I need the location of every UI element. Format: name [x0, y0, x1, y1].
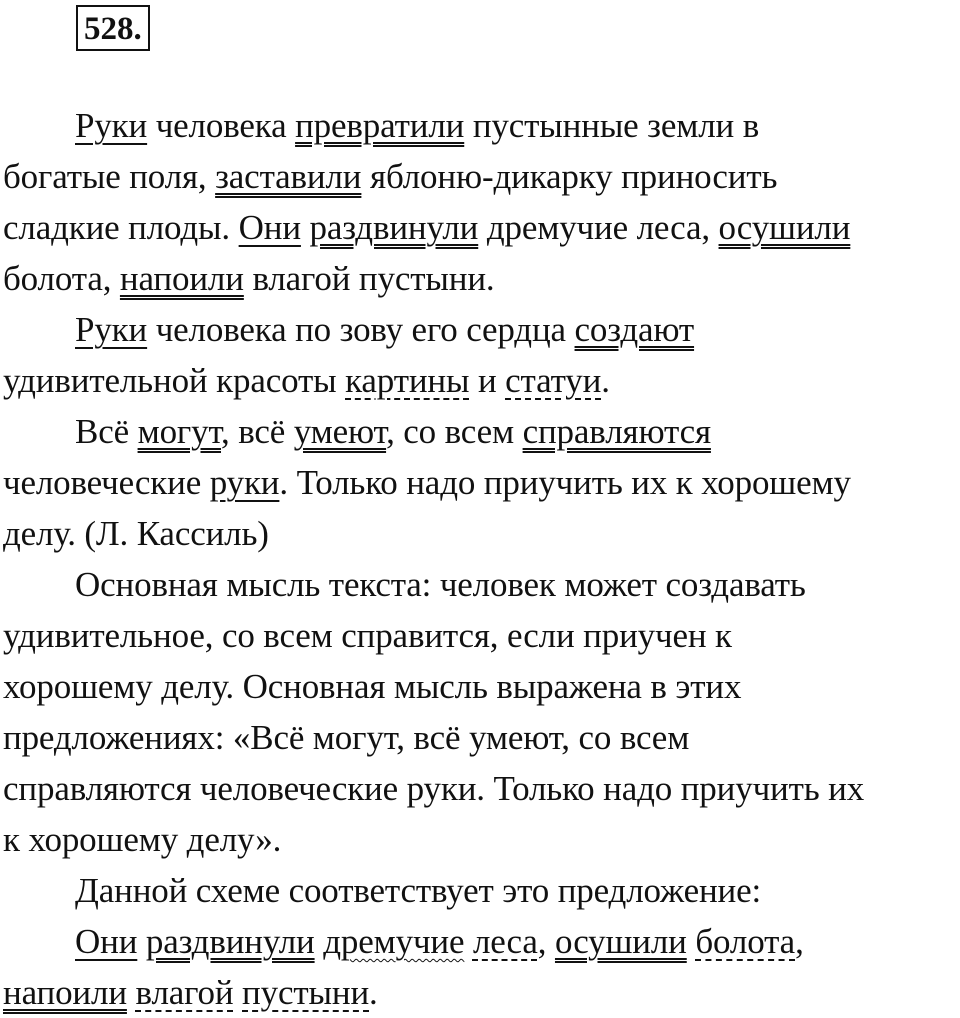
text-line	[3, 865, 958, 916]
text-line	[3, 559, 958, 610]
text-segment	[315, 922, 324, 961]
text-line	[3, 151, 958, 202]
text-segment: удивительное, со всем справится, если приучен к	[3, 616, 732, 655]
text-segment: Данной схеме соответствует это предложение:	[75, 871, 762, 910]
text-line	[3, 508, 958, 559]
text-line	[3, 406, 958, 457]
text-segment	[127, 973, 136, 1012]
text-segment: ,	[537, 922, 555, 961]
predicate-word: умеют	[293, 412, 387, 451]
text-segment: .	[601, 361, 610, 400]
text-line	[3, 610, 958, 661]
text-segment: хорошему делу. Основная мысль выражена в этих	[3, 667, 742, 706]
predicate-word: осушили	[554, 922, 687, 961]
text-line	[3, 967, 958, 1018]
subject-word: Руки	[75, 106, 148, 145]
predicate-word: раздвинули	[309, 208, 479, 247]
object-word: влагой	[135, 973, 234, 1012]
text-line	[3, 661, 958, 712]
text-segment: дремучие леса,	[478, 208, 719, 247]
object-word: болота	[695, 922, 796, 961]
text-line	[3, 712, 958, 763]
predicate-word: напоили	[3, 973, 127, 1012]
object-word: статуи	[505, 361, 602, 400]
text-segment: богатые поля,	[3, 157, 216, 196]
text-segment: Всё	[75, 412, 138, 451]
predicate-word: напоили	[119, 259, 244, 298]
text-segment	[464, 922, 473, 961]
text-segment: влагой пустыни.	[243, 259, 495, 298]
text-segment: Основная мысль текста: человек может создавать	[75, 565, 806, 604]
text-segment: к хорошему делу».	[3, 820, 282, 859]
text-line	[3, 253, 958, 304]
attribute-word: дремучие	[323, 922, 465, 961]
text-line	[3, 457, 958, 508]
text-segment: пустынные земли в	[464, 106, 760, 145]
text-segment: . Только надо приучить их к хорошему	[279, 463, 851, 502]
text-line	[3, 202, 958, 253]
text-segment: яблоню-дикарку приносить	[361, 157, 778, 196]
subject-word: Они	[75, 922, 138, 961]
text-segment: , всё	[221, 412, 294, 451]
text-line	[3, 355, 958, 406]
text-segment: человека	[147, 106, 296, 145]
text-segment	[233, 973, 242, 1012]
exercise-text	[3, 100, 958, 1018]
text-segment	[301, 208, 310, 247]
text-segment: предложениях: «Всё могут, всё умеют, со всем	[3, 718, 690, 757]
text-segment: делу. (Л. Кассиль)	[3, 514, 269, 553]
text-segment: болота,	[3, 259, 120, 298]
predicate-word: осушили	[718, 208, 851, 247]
subject-word: Они	[238, 208, 301, 247]
text-segment: человека по зову его сердца	[147, 310, 575, 349]
text-line	[3, 763, 958, 814]
subject-word: Руки	[75, 310, 148, 349]
text-line	[3, 304, 958, 355]
predicate-word: могут	[137, 412, 221, 451]
text-segment: .	[369, 973, 378, 1012]
text-segment: ,	[795, 922, 804, 961]
text-segment: справляются человеческие руки. Только надо приучить их	[3, 769, 865, 808]
text-segment: , со всем	[386, 412, 523, 451]
text-segment	[137, 922, 146, 961]
predicate-word: превратили	[295, 106, 465, 145]
predicate-word: заставили	[215, 157, 362, 196]
text-line	[3, 916, 958, 967]
text-segment: и	[469, 361, 506, 400]
text-line	[3, 814, 958, 865]
predicate-word: создают	[574, 310, 695, 349]
object-word: пустыни	[242, 973, 370, 1012]
object-word: леса	[472, 922, 538, 961]
subject-word: руки	[209, 463, 280, 502]
text-segment: сладкие плоды.	[3, 208, 239, 247]
object-word: картины	[345, 361, 470, 400]
predicate-word: справляются	[522, 412, 711, 451]
text-segment: удивительной красоты	[3, 361, 346, 400]
task-number: 528.	[76, 5, 150, 51]
predicate-word: раздвинули	[145, 922, 315, 961]
text-line	[3, 100, 958, 151]
text-segment: человеческие	[3, 463, 210, 502]
